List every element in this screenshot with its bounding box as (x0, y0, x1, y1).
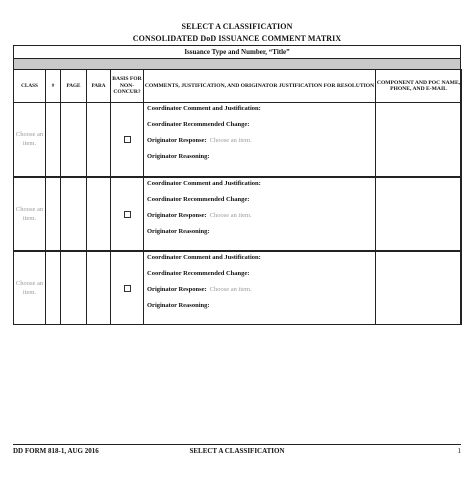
page-cell[interactable] (61, 103, 87, 177)
page-cell[interactable] (61, 251, 87, 325)
non-concur-checkbox[interactable] (124, 285, 131, 292)
para-cell[interactable] (87, 177, 111, 251)
footer-rule (13, 444, 461, 445)
poc-cell[interactable] (376, 251, 462, 325)
class-dropdown[interactable]: Choose an item. (14, 251, 46, 325)
class-dropdown[interactable]: Choose an item. (14, 103, 46, 177)
coordinator-change-label: Coordinator Recommended Change: (147, 269, 250, 277)
response-dropdown[interactable]: Choose an item. (209, 285, 252, 293)
originator-reasoning-label: Originator Reasoning: (147, 301, 210, 309)
footer-classification[interactable]: SELECT A CLASSIFICATION (189, 447, 285, 455)
non-concur-cell (111, 103, 144, 177)
form-number: DD FORM 818-1, AUG 2016 (13, 447, 99, 455)
originator-response-line (147, 286, 375, 293)
col-header-class: CLASS (14, 70, 46, 103)
col-header-basis-non-concur: BASIS FOR NON-CONCUR? (111, 70, 144, 103)
originator-response-label: Originator Response: (147, 285, 207, 293)
col-header-comments: COMMENTS, JUSTIFICATION, AND ORIGINATOR JUSTIFICATION FOR RESOLUTION (144, 70, 376, 103)
comments-cell[interactable] (144, 103, 376, 177)
non-concur-checkbox[interactable] (124, 211, 131, 218)
coordinator-comment-label: Coordinator Comment and Justification: (147, 179, 261, 187)
response-dropdown[interactable]: Choose an item. (209, 137, 252, 144)
classification-header[interactable]: SELECT A CLASSIFICATION (181, 22, 293, 31)
originator-response-label: Originator Response: (147, 211, 207, 219)
non-concur-checkbox[interactable] (124, 136, 131, 143)
class-dropdown[interactable]: Choose an item. (14, 177, 46, 251)
col-header-number: # (46, 70, 61, 103)
number-cell[interactable] (46, 177, 61, 251)
originator-response-label: Originator Response: (147, 137, 207, 144)
col-header-page: PAGE (61, 70, 87, 103)
issuance-title-field[interactable]: Issuance Type and Number, “Title” (13, 45, 461, 59)
poc-cell[interactable] (376, 103, 462, 177)
coordinator-change-label: Coordinator Recommended Change: (147, 195, 250, 203)
column-header-row (14, 70, 462, 103)
coordinator-comment-label: Coordinator Comment and Justification: (147, 253, 261, 261)
number-cell[interactable] (46, 251, 61, 325)
originator-reasoning-label: Originator Reasoning: (147, 153, 210, 160)
gray-separator-band (14, 59, 460, 69)
col-header-poc: COMPONENT AND POC NAME, PHONE, AND E-MAIL (376, 70, 462, 103)
originator-reasoning-label: Originator Reasoning: (147, 227, 210, 235)
document-title: CONSOLIDATED DoD ISSUANCE COMMENT MATRIX (132, 34, 342, 43)
response-dropdown[interactable]: Choose an item. (209, 211, 252, 219)
poc-cell[interactable] (376, 177, 462, 251)
page-number: 1 (457, 447, 461, 455)
comment-matrix-table (13, 69, 462, 325)
coordinator-comment-label: Coordinator Comment and Justification: (147, 105, 261, 112)
page-cell[interactable] (61, 177, 87, 251)
table-row (14, 251, 462, 325)
comments-cell[interactable] (144, 177, 376, 251)
col-header-para: PARA (87, 70, 111, 103)
para-cell[interactable] (87, 251, 111, 325)
table-row (14, 177, 462, 251)
originator-response-line (147, 137, 375, 144)
originator-response-line (147, 212, 375, 219)
para-cell[interactable] (87, 103, 111, 177)
number-cell[interactable] (46, 103, 61, 177)
coordinator-change-label: Coordinator Recommended Change: (147, 121, 250, 128)
table-row (14, 103, 462, 177)
non-concur-cell (111, 251, 144, 325)
comments-cell[interactable] (144, 251, 376, 325)
non-concur-cell (111, 177, 144, 251)
